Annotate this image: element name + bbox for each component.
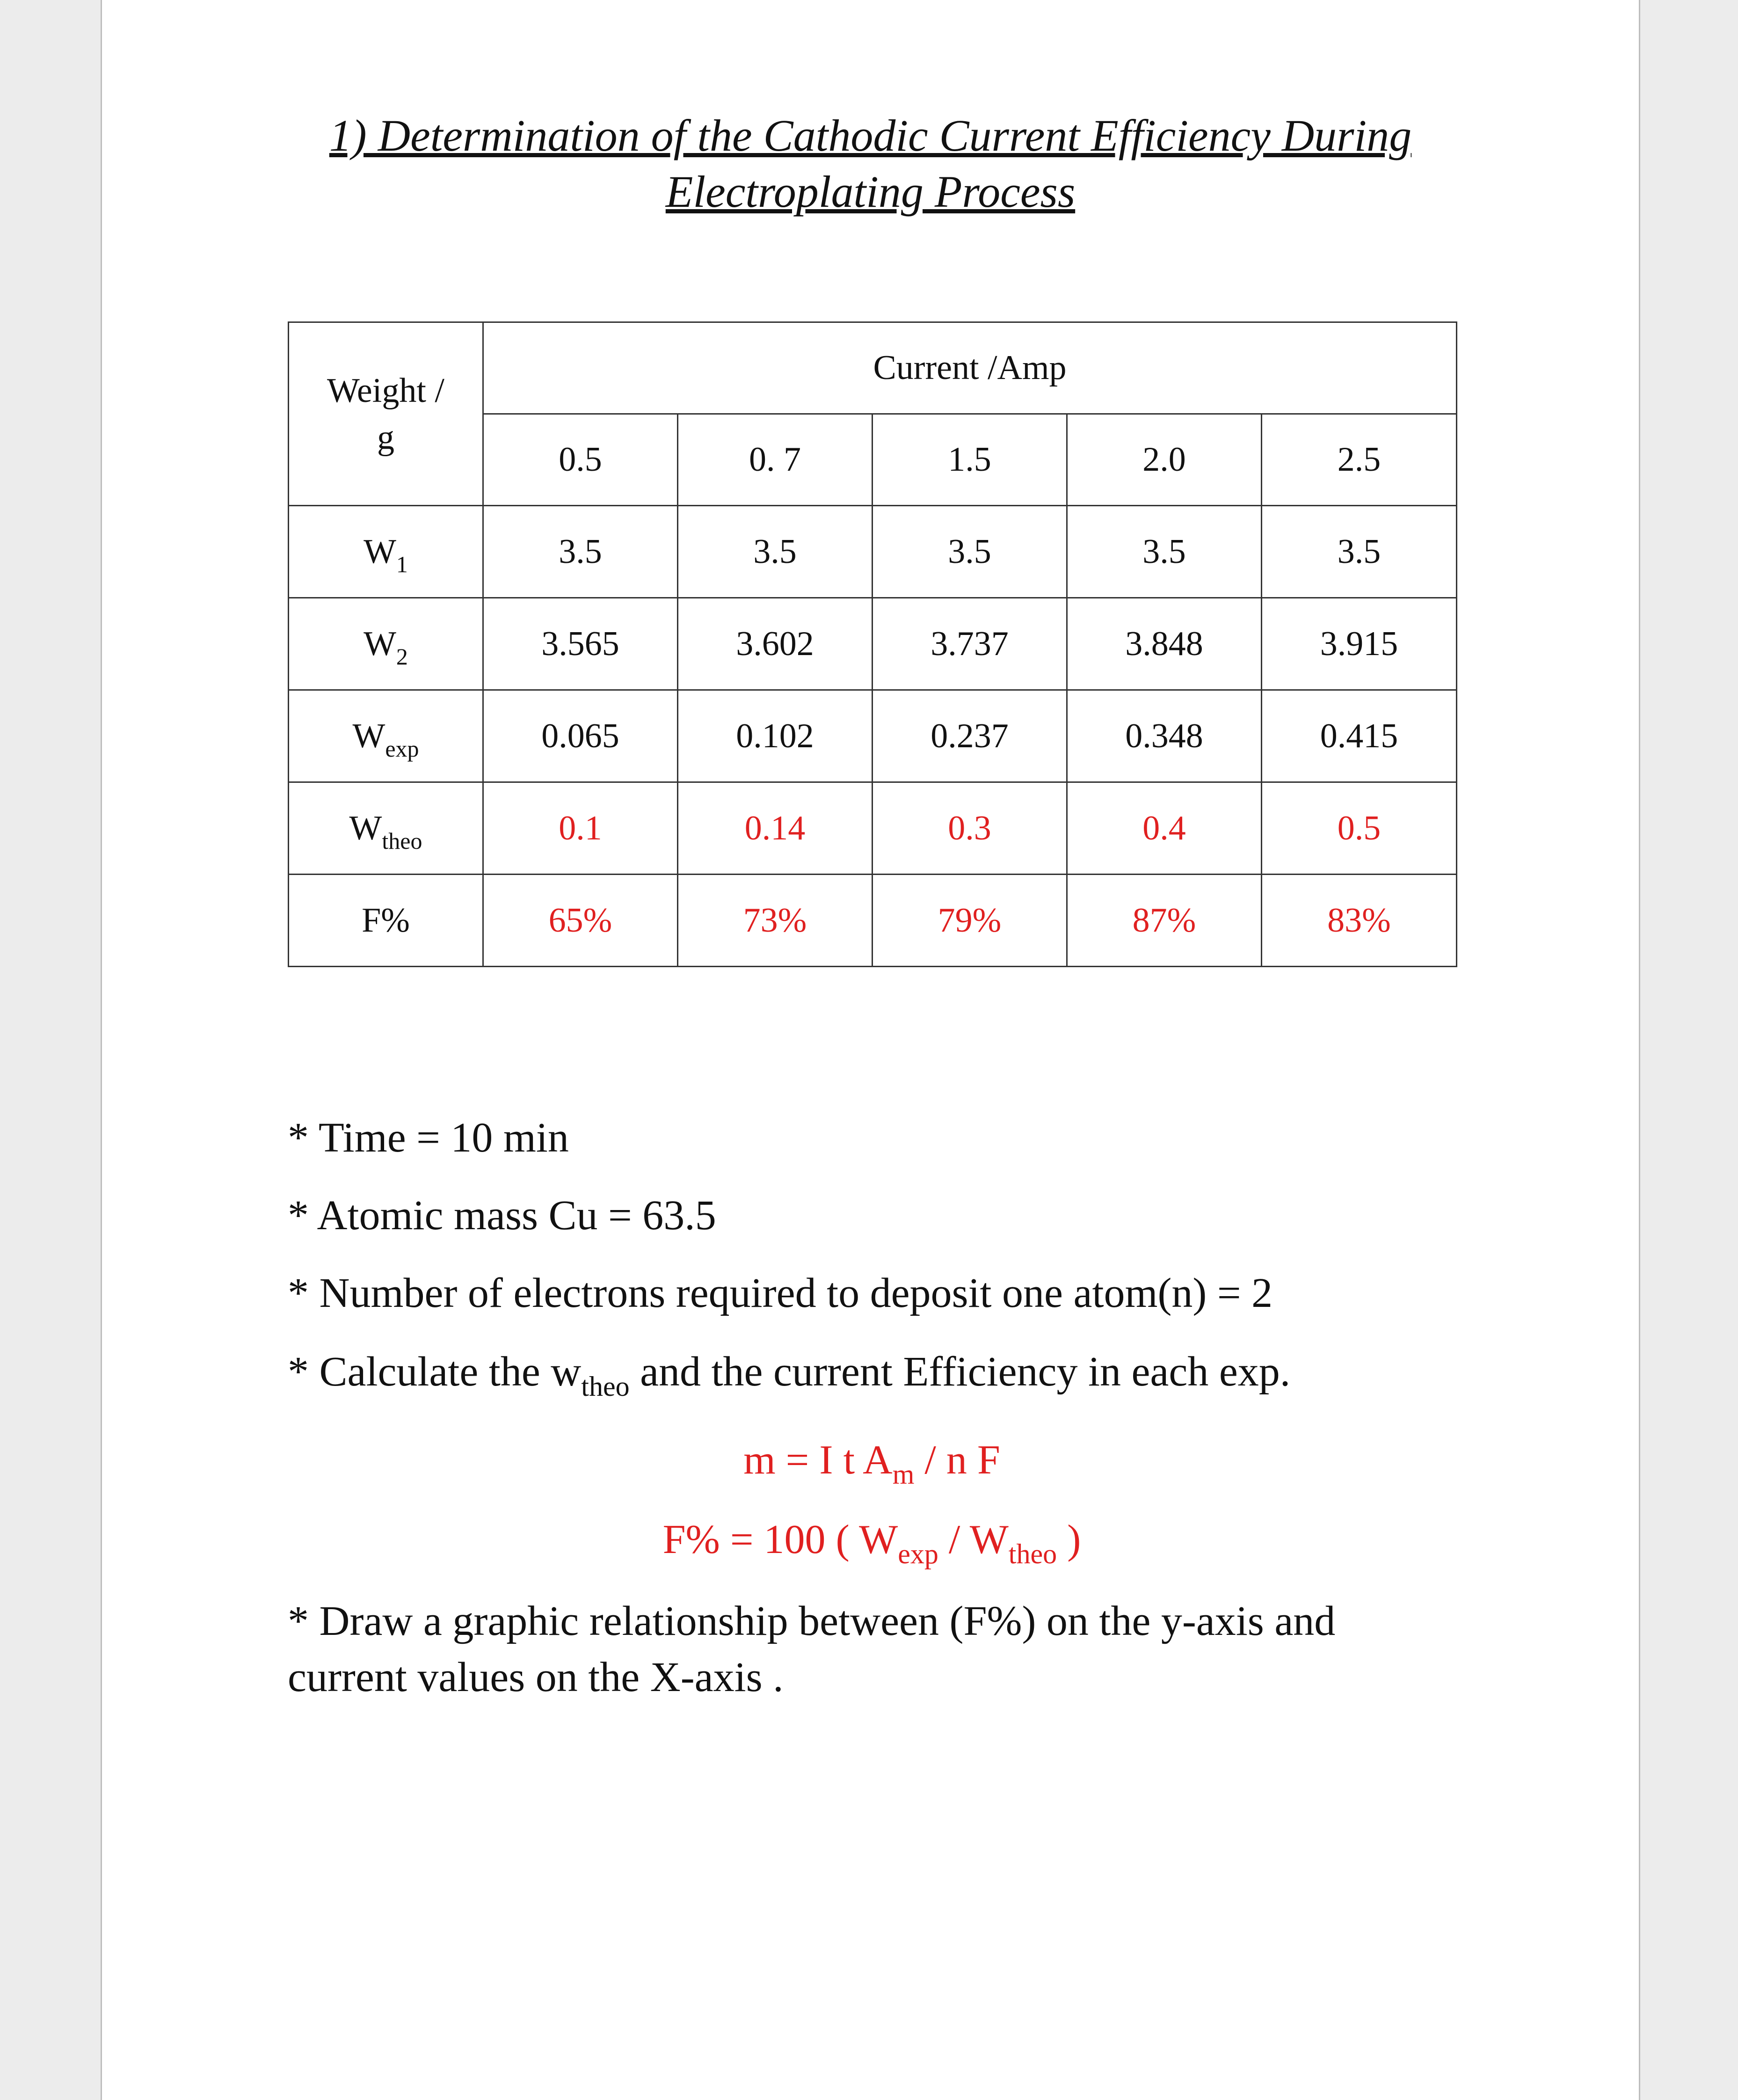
data-table <box>288 321 1457 967</box>
formula-mass <box>288 1436 1456 1490</box>
value-cell: 87% <box>1067 875 1262 967</box>
note-draw <box>288 1593 1335 1706</box>
table-row <box>289 690 1457 782</box>
value-cell: 0.14 <box>678 782 873 875</box>
value-cell: 3.5 <box>873 506 1067 598</box>
current-cell: 1.5 <box>873 414 1067 506</box>
value-cell: 0.065 <box>483 690 678 782</box>
value-cell: 0.3 <box>873 782 1067 875</box>
value-cell: 3.737 <box>873 598 1067 690</box>
value-cell: 0.5 <box>1262 782 1457 875</box>
current-cell: 2.0 <box>1067 414 1262 506</box>
value-cell: 3.5 <box>1067 506 1262 598</box>
calc-sub: theo <box>581 1371 630 1402</box>
value-cell: 0.1 <box>483 782 678 875</box>
row-label-cell <box>289 690 483 782</box>
row-label: W <box>364 532 396 571</box>
formula-f-sub1: exp <box>898 1539 938 1569</box>
corner-label-2: g <box>377 418 394 457</box>
row-label: W <box>352 716 385 755</box>
row-label: W <box>349 809 382 847</box>
value-cell: 3.5 <box>1262 506 1457 598</box>
value-cell: 3.5 <box>483 506 678 598</box>
calc-prefix: * Calculate the w <box>288 1349 582 1395</box>
value-cell: 3.848 <box>1067 598 1262 690</box>
row-label: F% <box>362 901 410 940</box>
current-header-cell: Current /Amp <box>483 322 1457 414</box>
document-page <box>101 0 1640 2100</box>
row-label-cell <box>289 875 483 967</box>
table-row <box>289 782 1457 875</box>
formula-f-mid: / W <box>938 1517 1009 1562</box>
row-label: W <box>364 624 396 663</box>
value-cell: 3.565 <box>483 598 678 690</box>
formula-efficiency <box>288 1516 1456 1569</box>
value-cell: 73% <box>678 875 873 967</box>
title-line-2: Electroplating Process <box>665 167 1076 217</box>
row-label-cell <box>289 598 483 690</box>
draw-line-2: current values on the X-axis . <box>288 1654 784 1700</box>
page-title <box>102 108 1639 220</box>
formula-f-suffix: ) <box>1057 1517 1081 1562</box>
title-line-1: 1) Determination of the Cathodic Current Efficiency During <box>329 110 1412 160</box>
formula-f-sub2: theo <box>1008 1539 1057 1569</box>
table-row <box>289 506 1457 598</box>
value-cell: 0.415 <box>1262 690 1457 782</box>
corner-label-1: Weight / <box>327 371 444 410</box>
value-cell: 0.4 <box>1067 782 1262 875</box>
value-cell: 3.602 <box>678 598 873 690</box>
value-cell: 83% <box>1262 875 1457 967</box>
note-calculate <box>288 1348 1291 1402</box>
draw-line-1: * Draw a graphic relationship between (F%) on the y-axis and <box>288 1598 1336 1644</box>
current-cell: 0. 7 <box>678 414 873 506</box>
row-label-cell <box>289 782 483 875</box>
value-cell: 65% <box>483 875 678 967</box>
table-row <box>289 875 1457 967</box>
row-label-sub: exp <box>385 735 419 762</box>
value-cell: 0.237 <box>873 690 1067 782</box>
formula-m-suffix: / n F <box>914 1437 1000 1483</box>
formula-m-sub: m <box>892 1459 915 1490</box>
row-label-sub: 2 <box>396 643 408 670</box>
calc-suffix: and the current Efficiency in each exp. <box>629 1349 1291 1395</box>
note-atomic-mass: * Atomic mass Cu = 63.5 <box>288 1192 716 1239</box>
value-cell: 3.915 <box>1262 598 1457 690</box>
value-cell: 3.5 <box>678 506 873 598</box>
table-header-row <box>289 322 1457 414</box>
note-time: * Time = 10 min <box>288 1115 569 1161</box>
corner-header-cell <box>289 322 483 506</box>
note-electrons: * Number of electrons required to deposit one atom(n) = 2 <box>288 1270 1273 1316</box>
value-cell: 0.102 <box>678 690 873 782</box>
row-label-cell <box>289 506 483 598</box>
value-cell: 79% <box>873 875 1067 967</box>
formula-f-prefix: F% = 100 ( W <box>662 1517 898 1562</box>
current-cell: 2.5 <box>1262 414 1457 506</box>
row-label-sub: theo <box>382 827 422 854</box>
row-label-sub: 1 <box>396 551 408 577</box>
current-cell: 0.5 <box>483 414 678 506</box>
formula-m-prefix: m = I t A <box>743 1437 893 1483</box>
table-body <box>289 506 1457 967</box>
table-row <box>289 598 1457 690</box>
value-cell: 0.348 <box>1067 690 1262 782</box>
